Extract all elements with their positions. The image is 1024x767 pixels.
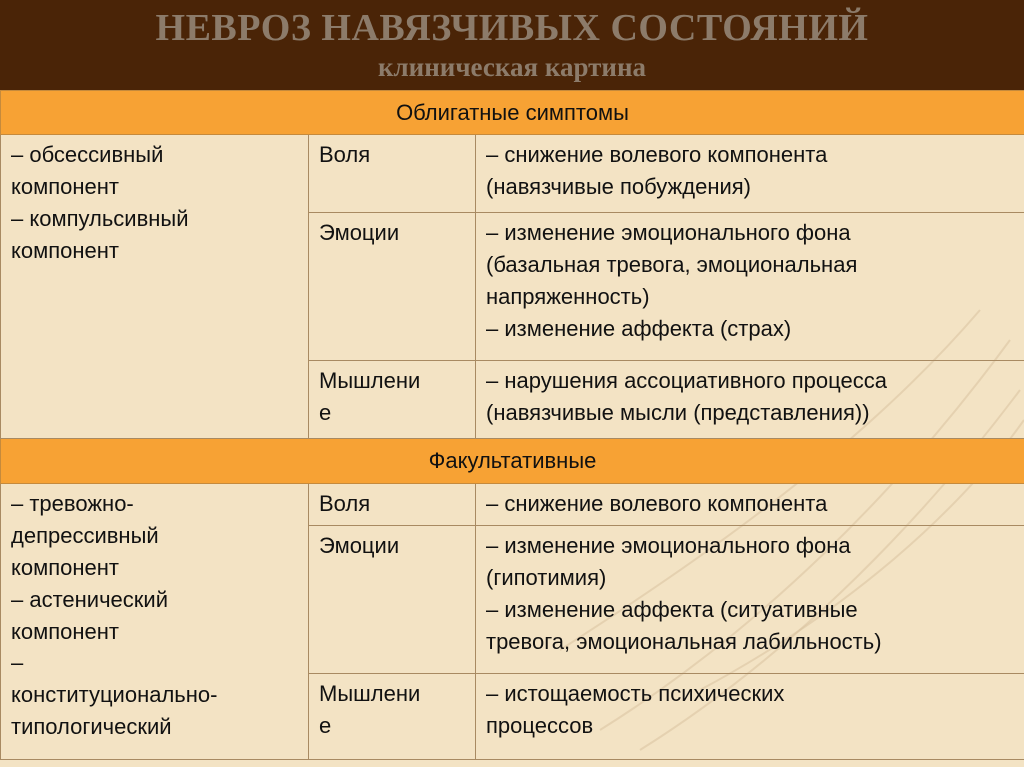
description-line: (базальная тревога, эмоциональная — [486, 251, 858, 277]
component-line: компонент — [11, 237, 119, 263]
slide-subtitle: клиническая картина — [377, 52, 647, 82]
description-cell — [476, 213, 1024, 361]
domain-line: е — [319, 399, 332, 425]
description-line: напряженность) — [486, 283, 650, 309]
description-cell — [476, 484, 1024, 526]
description-line: процессов — [486, 712, 594, 738]
description-line: – снижение волевого компонента — [486, 491, 828, 516]
description-line: (навязчивые побуждения) — [486, 173, 751, 199]
description-line: (гипотимия) — [486, 564, 607, 590]
domain-line: е — [319, 712, 332, 738]
component-line: – — [11, 650, 24, 676]
table-row — [1, 484, 1024, 526]
components-cell-obligate — [1, 135, 309, 439]
description-line: (навязчивые мысли (представления)) — [486, 399, 870, 425]
description-line: – изменение эмоционального фона — [486, 533, 851, 558]
section-heading-row-facultative — [1, 439, 1024, 484]
component-line: конституционально- — [11, 682, 218, 708]
description-line: – изменение эмоционального фона — [486, 220, 851, 245]
section-heading-obligate: Облигатные симптомы — [1, 91, 1024, 135]
slide-header — [0, 0, 1024, 90]
component-line: компонент — [11, 618, 119, 644]
description-line: тревога, эмоциональная лабильность) — [486, 628, 882, 654]
domain-cell: Воля — [309, 135, 476, 213]
section-heading-facultative: Факультативные — [1, 439, 1024, 484]
description-cell — [476, 135, 1024, 213]
description-line: – снижение волевого компонента — [486, 142, 828, 167]
description-line: – изменение аффекта (ситуативные — [486, 596, 858, 622]
component-line: депрессивный — [11, 522, 159, 548]
domain-cell — [309, 361, 476, 439]
domain-cell: Эмоции — [309, 213, 476, 361]
component-line: типологический — [11, 714, 172, 740]
section-heading-row-obligate — [1, 91, 1024, 135]
symptoms-table — [0, 90, 1024, 760]
domain-cell: Воля — [309, 484, 476, 526]
component-line: компонент — [11, 173, 119, 199]
description-line: – изменение аффекта (страх) — [486, 315, 792, 341]
domain-line: Мышлени — [319, 681, 421, 706]
slide-title: НЕВРОЗ НАВЯЗЧИВЫХ СОСТОЯНИЙ — [155, 7, 869, 49]
description-cell — [476, 526, 1024, 674]
component-line: – обсессивный — [11, 142, 164, 167]
description-line: – истощаемость психических — [486, 681, 785, 706]
description-line: – нарушения ассоциативного процесса — [486, 368, 887, 393]
component-line: – компульсивный — [11, 205, 189, 231]
component-line: – астенический — [11, 586, 168, 612]
domain-cell — [309, 674, 476, 760]
description-cell — [476, 361, 1024, 439]
description-cell — [476, 674, 1024, 760]
components-cell-facultative — [1, 484, 309, 760]
domain-cell: Эмоции — [309, 526, 476, 674]
table-row — [1, 135, 1024, 213]
domain-line: Мышлени — [319, 368, 421, 393]
component-line: компонент — [11, 554, 119, 580]
component-line: – тревожно- — [11, 491, 134, 516]
